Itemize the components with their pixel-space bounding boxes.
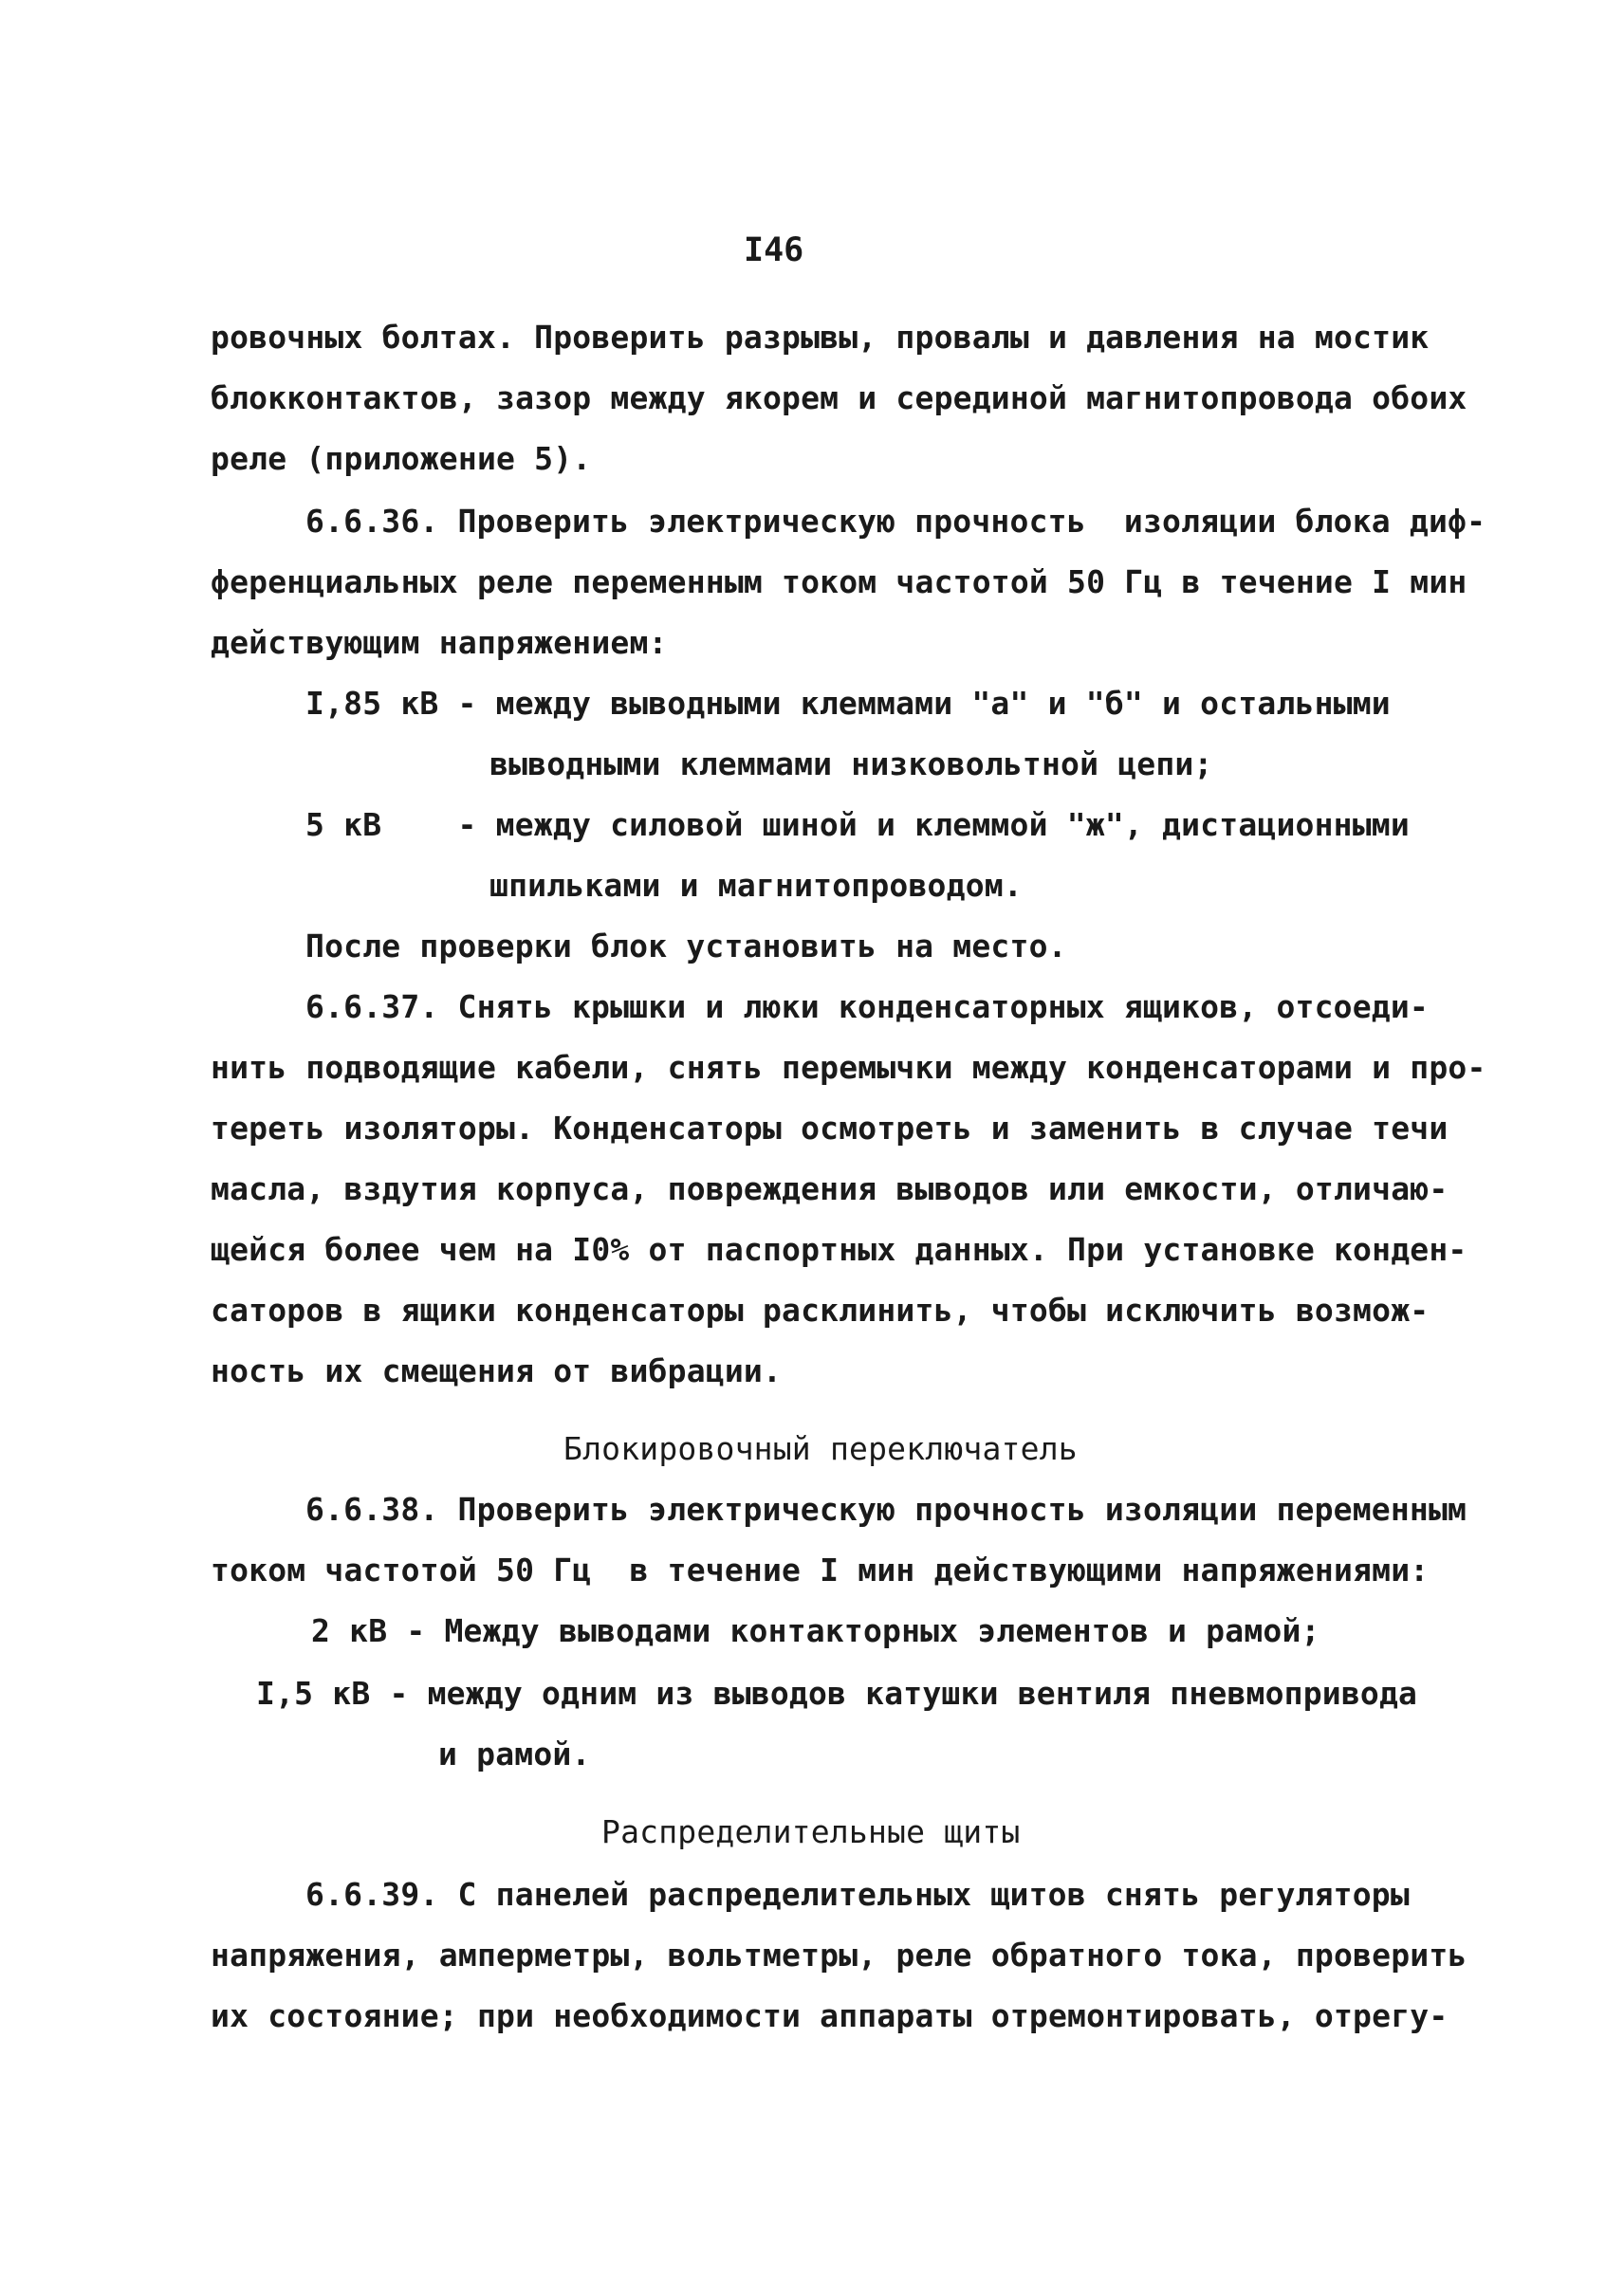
text-line: током частотой 50 Гц в течение I мин действующими напряжениями: [211,1552,1430,1589]
text-line: саторов в ящики конденсаторы расклинить, чтобы исключить возмож- [211,1292,1430,1329]
section-heading: Блокировочный переключатель [563,1430,1078,1467]
text-line: напряжения, амперметры, вольтметры, реле обратного тока, проверить [211,1937,1467,1974]
text-line: 6.6.38. Проверить электрическую прочность изоляции переменным [305,1491,1467,1528]
text-line: 6.6.37. Снять крышки и люки конденсаторных ящиков, отсоеди- [305,988,1429,1025]
section-heading: Распределительные щиты [601,1813,1021,1850]
text-line: 6.6.39. С панелей распределительных щитов снять регуляторы [305,1876,1410,1913]
text-line: реле (приложение 5). [211,440,592,477]
text-line: масла, вздутия корпуса, повреждения выводов или емкости, отличаю- [211,1170,1449,1207]
text-line: шпильками и магнитопроводом. [489,867,1023,904]
text-line: нить подводящие кабели, снять перемычки между конденсаторами и про- [211,1049,1486,1086]
text-line: ровочных болтах. Проверить разрывы, провалы и давления на мостик [211,319,1430,356]
text-line: I,85 кВ - между выводными клеммами "а" и "б" и остальными [305,685,1391,722]
text-line: блокконтактов, зазор между якорем и серединой магнитопровода обоих [211,379,1467,416]
text-line: выводными клеммами низковольтной цепи; [489,745,1213,782]
page-number: I46 [744,231,804,269]
text-line: тереть изоляторы. Конденсаторы осмотреть и заменить в случае течи [211,1110,1449,1147]
text-line: действующим напряжением: [211,624,668,661]
text-line: 2 кВ - Между выводами контакторных элементов и рамой; [311,1612,1320,1649]
text-line: ференциальных реле переменным током частотой 50 Гц в течение I мин [211,563,1467,600]
text-line: I,5 кВ - между одним из выводов катушки вентиля пневмопривода [256,1675,1418,1712]
text-line: После проверки блок установить на место. [305,928,1067,964]
text-line: их состояние; при необходимости аппараты отремонтировать, отрегу- [211,1997,1449,2034]
text-line: ность их смещения от вибрации. [211,1352,783,1389]
text-line: и рамой. [438,1736,591,1773]
text-line: 5 кВ - между силовой шиной и клеммой "ж", дистационными [305,806,1410,843]
text-line: 6.6.36. Проверить электрическую прочность изоляции блока диф- [305,503,1486,540]
text-line: щейся более чем на I0% от паспортных данных. При установке конден- [211,1231,1467,1268]
